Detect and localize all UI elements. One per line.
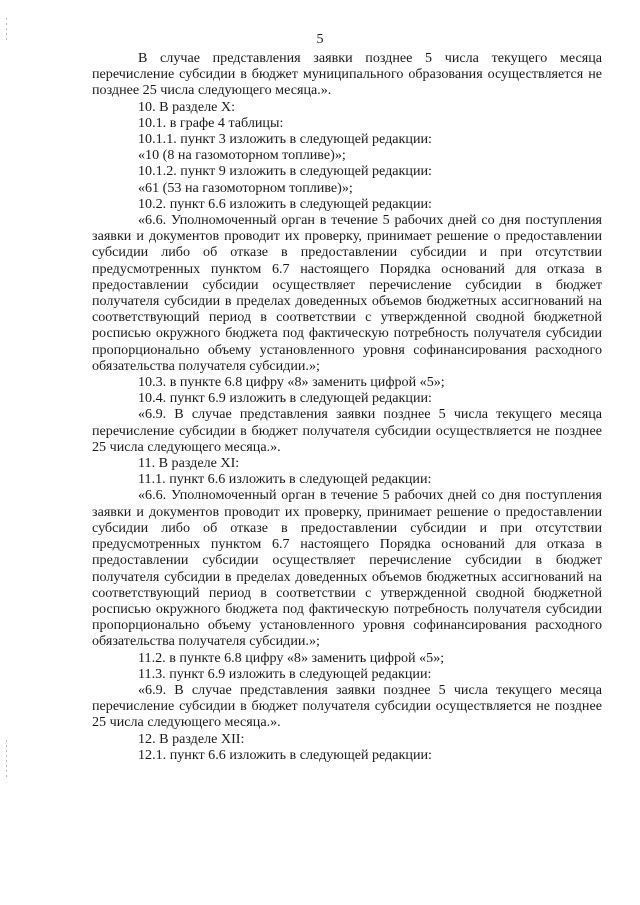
paragraph: 11. В разделе XI: — [138, 455, 240, 472]
paragraph: 11.2. в пункте 6.8 цифру «8» заменить цифрой «5»; — [138, 649, 445, 666]
paragraph: 10.1.2. пункт 9 изложить в следующей редакции: — [138, 163, 432, 180]
paragraph: «6.6. Уполномоченный орган в течение 5 рабочих дней со дня поступления заявки и документов проводит их проверку, принимает решение о предоставлении субсидии либо об отказе в предоставлении субсидии и при отсутствии предусмотренных пунктом 6.7 настоящего Порядка оснований для отказа в предоставлении субсидии осуществляет перечисление субсидии в бюджет получателя субсидии в пределах доведенных объемов бюджетных ассигнований на соответствующий период в соответствии с утвержденной сводной бюджетной росписью окружного бюджета под фактическую потребность получателя субсидии пропорционально объему установленного уровня софинансирования расходного обязательства получателя субсидии.»; — [92, 487, 602, 650]
paragraph: 10. В разделе X: — [138, 98, 236, 115]
paragraph: «61 (53 на газомоторном топливе)»; — [138, 179, 353, 196]
paragraph: 11.3. пункт 6.9 изложить в следующей редакции: — [138, 665, 432, 682]
paragraph: 10.3. в пункте 6.8 цифру «8» заменить цифрой «5»; — [138, 374, 445, 391]
paragraph: 12.1. пункт 6.6 изложить в следующей редакции: — [138, 746, 432, 763]
paragraph: «6.9. В случае представления заявки позднее 5 числа текущего месяца перечисление субсидии в бюджет получателя субсидии осуществляется не позднее 25 числа следующего месяца.». — [92, 681, 602, 731]
paragraph: «6.9. В случае представления заявки позднее 5 числа текущего месяца перечисление субсидии в бюджет получателя субсидии осуществляется не позднее 25 числа следующего месяца.». — [92, 406, 602, 455]
paragraph: 10.1. в графе 4 таблицы: — [138, 114, 284, 131]
paragraph: 12. В разделе XII: — [138, 730, 245, 747]
paragraph: «10 (8 на газомоторном топливе)»; — [138, 147, 346, 164]
paragraph: 10.2. пункт 6.6 изложить в следующей редакции: — [138, 195, 432, 212]
paragraph: В случае представления заявки позднее 5 числа текущего месяца перечисление субсидии в бюджет муниципального образования осуществляется не позднее 25 числа следующего месяца.». — [92, 50, 602, 99]
document-body — [92, 50, 602, 763]
paragraph: 10.1.1. пункт 3 изложить в следующей редакции: — [138, 131, 432, 148]
scan-margin-mark — [6, 740, 7, 780]
paragraph: «6.6. Уполномоченный орган в течение 5 рабочих дней со дня поступления заявки и документов проводит их проверку, принимает решение о предоставлении субсидии либо об отказе в предоставлении субсидии и при отсутствии предусмотренных пунктом 6.7 настоящего Порядка оснований для отказа в предоставлении субсидии осуществляет перечисление субсидии в бюджет получателя субсидии в пределах доведенных объемов бюджетных ассигнований на соответствующий период в соответствии с утвержденной сводной бюджетной росписью окружного бюджета под фактическую потребность получателя субсидии пропорционально объему установленного уровня софинансирования расходного обязательства получателя субсидии.»; — [92, 212, 602, 374]
paragraph: 10.4. пункт 6.9 изложить в следующей редакции: — [138, 390, 432, 407]
paragraph: 11.1. пункт 6.6 изложить в следующей редакции: — [138, 471, 432, 488]
page-number: 5 — [316, 32, 324, 47]
